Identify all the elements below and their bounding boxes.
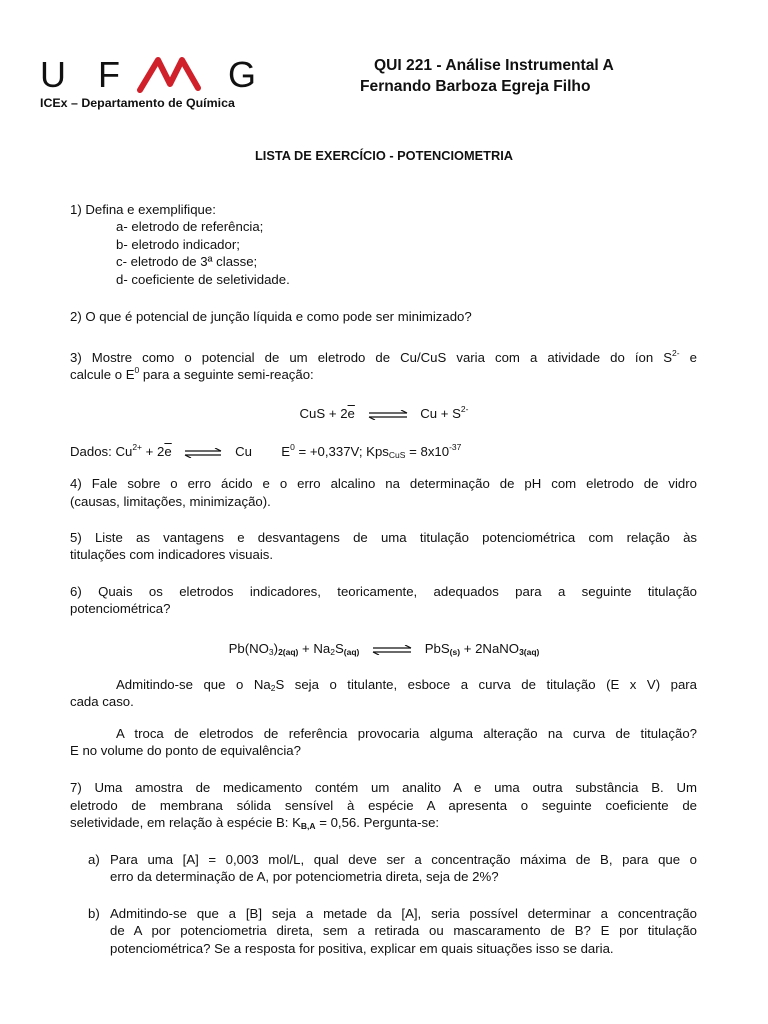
q6-line-2: potenciométrica?	[70, 601, 171, 616]
q5-line-2: titulações com indicadores visuais.	[70, 547, 274, 562]
q7-line-2: eletrodo de membrana sólida sensível à espécie A apresenta o seguinte coeficiente de	[70, 798, 697, 813]
q6-paragraph-1-line-1: Admitindo-se que o $Na_2S$ seja o titulante, esboce a curva de titulação (E x V) para	[116, 677, 697, 693]
q1-item-a: a- eletrodo de referência;	[116, 219, 264, 234]
page-title: LISTA DE EXERCÍCIO - POTENCIOMETRIA	[254, 148, 514, 163]
ufmg-logo	[40, 54, 270, 94]
q7-item-b-line-2: de A por potenciometria direta, sem a retirada ou mascaramento de B? E por titulação	[110, 923, 697, 938]
q7-item-b-label: b)	[88, 906, 100, 921]
department-name: ICEx – Departamento de Química	[40, 96, 235, 110]
q1-item-c: c- eletrodo de 3ª classe;	[116, 254, 258, 269]
q4-line-1: 4) Fale sobre o erro ácido e o erro alcalino na determinação de pH com eletrodo de vidro	[70, 476, 697, 491]
q1-item-d: d- coeficiente de seletividade.	[116, 272, 290, 287]
q5-line-1: 5) Liste as vantagens e desvantagens de uma titulação potenciométrica com relação às	[70, 530, 697, 545]
q1-item-b: b- eletrodo indicador;	[116, 237, 240, 252]
q1-intro: 1) Defina e exemplifique:	[70, 202, 216, 217]
teacher-name: Fernando Barboza Egreja Filho	[360, 78, 591, 95]
equilibrium-arrow-icon	[367, 410, 409, 420]
q4-line-2: (causas, limitações, minimização).	[70, 494, 271, 509]
q6-equation: $Pb(NO_3)_{2(aq)} + Na_2S_{(aq)}$ PbS$_{(s)}$ + 2NaNO$_{3(aq)}$	[228, 641, 540, 657]
q2-text: 2) O que é potencial de junção líquida e como pode ser minimizado?	[70, 309, 472, 324]
q7-item-b-line-3: potenciométrica? Se a resposta for positiva, explicar em quais situações isso se daria.	[110, 941, 614, 956]
q7-line-1: 7) Uma amostra de medicamento contém um analito A e uma outra substância B. Um	[70, 780, 697, 795]
q7-item-a-line-2: erro da determinação de A, por potenciometria direta, seja de 2%?	[110, 869, 499, 884]
q3-equation: CuS + 2e $Cu + S^{2-}$	[299, 404, 469, 421]
equilibrium-arrow-icon	[183, 448, 223, 458]
course-title: QUI 221 - Análise Instrumental A	[374, 57, 614, 74]
q7-item-a-label: a)	[88, 852, 100, 867]
ufmg-logo-graphic	[40, 54, 270, 94]
q7-item-a-line-1: Para uma [A] = 0,003 mol/L, qual deve ser a concentração máxima de B, para que o	[110, 852, 697, 867]
q6-paragraph-1-line-2: cada caso.	[70, 694, 134, 709]
svg-text:F: F	[98, 54, 120, 94]
q3-line-2: calcule o $E^0$ para a seguinte semi-reação:	[70, 365, 314, 382]
svg-text:G: G	[228, 54, 257, 94]
q3-dados: Dados: $Cu^{2+} + 2e$ Cu $E^0 = +0,337V$; $Kps_{CuS} = 8x10^{-37}$	[70, 442, 462, 460]
q6-paragraph-2-line-2: E no volume do ponto de equivalência?	[70, 743, 301, 758]
equilibrium-arrow-icon	[371, 645, 413, 655]
q3-line-1: 3) Mostre como o potencial de um eletrodo de Cu/CuS varia com a atividade do íon $S^{2-}$ e	[70, 348, 697, 365]
q7-line-3: seletividade, em relação à espécie B: $K_{B,A} = 0,56$. Pergunta-se:	[70, 815, 440, 831]
q6-line-1: 6) Quais os eletrodos indicadores, teoricamente, adequados para a seguinte titulação	[70, 584, 697, 599]
svg-text:U: U	[40, 54, 66, 94]
q6-paragraph-2-line-1: A troca de eletrodos de referência provocaria alguma alteração na curva de titulação?	[116, 726, 697, 741]
q7-item-b-line-1: Admitindo-se que a [B] seja a metade da [A], seria possível determinar a concentração	[110, 906, 697, 921]
